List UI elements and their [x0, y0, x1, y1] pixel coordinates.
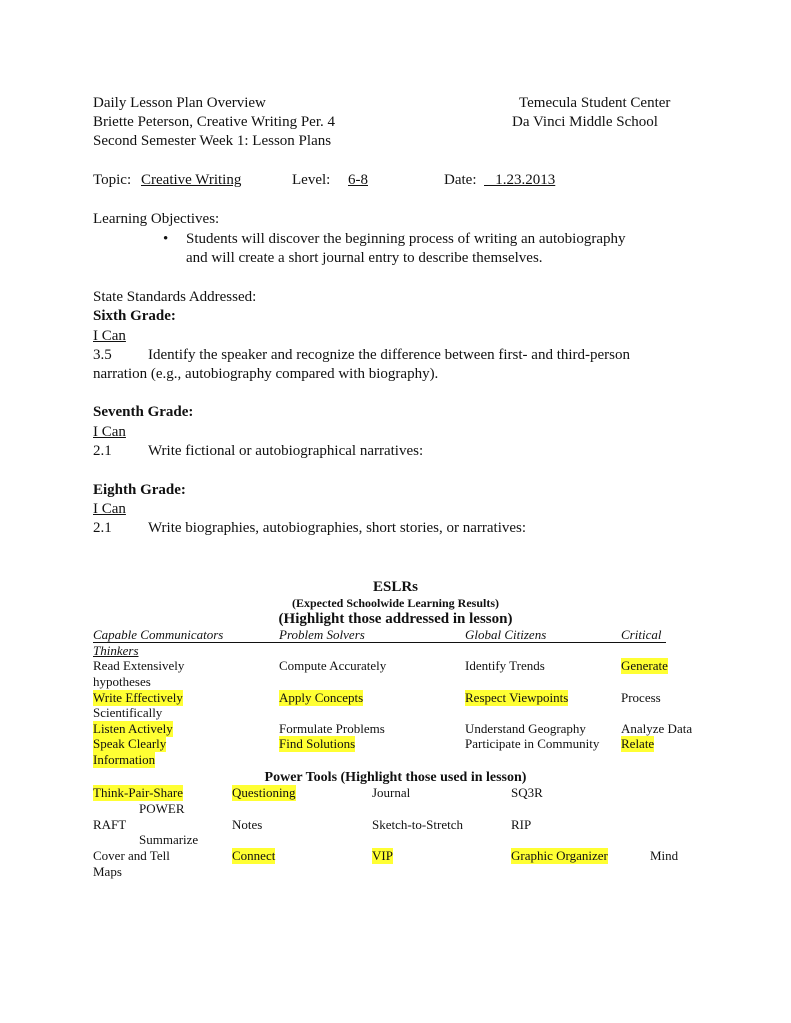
- eslr-understand-geography: Understand Geography: [465, 721, 586, 736]
- eighth-standard-text: Write biographies, autobiographies, short stories, or narratives:: [148, 520, 527, 536]
- school-name: Da Vinci Middle School: [512, 114, 658, 130]
- tool-graphic-organizer: Graphic Organizer: [511, 848, 608, 863]
- eslr-relate-wrap: Information: [93, 752, 156, 767]
- tool-mind: Mind: [650, 848, 679, 863]
- col-problem-solvers: Problem Solvers: [279, 627, 365, 642]
- topic-value: Creative Writing: [141, 172, 242, 188]
- sixth-standard-text: Identify the speaker and recognize the difference between first- and third-person: [148, 347, 631, 363]
- eslr-identify-trends: Identify Trends: [465, 658, 545, 673]
- eighth-grade-heading: Eighth Grade:: [93, 482, 186, 498]
- eslrs-subtitle: (Expected Schoolwide Learning Results): [292, 596, 499, 610]
- bullet-icon: •: [163, 231, 169, 247]
- col-capable-communicators: Capable Communicators: [93, 627, 224, 642]
- col-critical-wrap: Thinkers: [93, 643, 139, 658]
- sixth-ican: I Can: [93, 328, 126, 344]
- level-label: Level:: [292, 172, 331, 188]
- eslr-write-effectively: Write Effectively: [93, 690, 183, 705]
- eighth-ican: I Can: [93, 501, 126, 517]
- doc-title: Daily Lesson Plan Overview: [93, 95, 266, 111]
- teacher-line: Briette Peterson, Creative Writing Per. 4: [93, 114, 335, 130]
- eslr-generate-wrap: hypotheses: [93, 674, 151, 689]
- tool-notes: Notes: [232, 817, 263, 832]
- eslr-respect-viewpoints: Respect Viewpoints: [465, 690, 569, 705]
- tool-sketch-to-stretch: Sketch-to-Stretch: [372, 817, 463, 832]
- eslr-find-solutions: Find Solutions: [279, 736, 356, 751]
- objective-line-2: and will create a short journal entry to describe themselves.: [186, 250, 543, 266]
- standards-heading: State Standards Addressed:: [93, 289, 257, 305]
- eslrs-title: ESLRs: [372, 579, 419, 595]
- tool-connect: Connect: [232, 848, 276, 863]
- seventh-standard-num: 2.1: [93, 443, 112, 459]
- date-label: Date:: [444, 172, 477, 188]
- col-critical: Critical: [621, 627, 662, 642]
- eslr-formulate-problems: Formulate Problems: [279, 721, 385, 736]
- date-value: 1.23.2013: [484, 172, 556, 188]
- eslr-participate-community: Participate in Community: [465, 736, 600, 751]
- eslr-analyze-data: Analyze Data: [621, 721, 693, 736]
- sixth-standard-num: 3.5: [93, 347, 112, 363]
- eslr-process-wrap: Scientifically: [93, 705, 163, 720]
- eslrs-instruction: (Highlight those addressed in lesson): [278, 611, 513, 627]
- tool-think-pair-share: Think-Pair-Share: [93, 785, 183, 800]
- school-center: Temecula Student Center: [519, 95, 671, 111]
- eslr-read-extensively: Read Extensively: [93, 658, 185, 673]
- objectives-heading: Learning Objectives:: [93, 211, 220, 227]
- eslr-process: Process: [621, 690, 661, 705]
- tool-rip: RIP: [511, 817, 532, 832]
- tool-maps: Maps: [93, 864, 122, 879]
- tool-sq3r: SQ3R: [511, 785, 543, 800]
- eslr-listen-actively: Listen Actively: [93, 721, 173, 736]
- level-value: 6-8: [348, 172, 368, 188]
- topic-label: Topic:: [93, 172, 132, 188]
- eighth-standard-num: 2.1: [93, 520, 112, 536]
- tool-raft: RAFT: [93, 817, 127, 832]
- tool-cover-and-tell: Cover and Tell: [93, 848, 170, 863]
- seventh-ican: I Can: [93, 424, 126, 440]
- tool-summarize: Summarize: [139, 832, 199, 847]
- objective-line-1: Students will discover the beginning process of writing an autobiography: [186, 231, 626, 247]
- eslr-compute-accurately: Compute Accurately: [279, 658, 387, 673]
- semester-line: Second Semester Week 1: Lesson Plans: [93, 133, 332, 149]
- tool-journal: Journal: [372, 785, 411, 800]
- seventh-grade-heading: Seventh Grade:: [93, 404, 194, 420]
- eslr-apply-concepts: Apply Concepts: [279, 690, 364, 705]
- eslr-speak-clearly: Speak Clearly: [93, 736, 167, 751]
- eslr-generate: Generate: [621, 658, 668, 673]
- eslr-relate: Relate: [621, 736, 655, 751]
- tool-power: POWER: [139, 801, 185, 816]
- tool-questioning: Questioning: [232, 785, 296, 800]
- sixth-standard-text-cont: narration (e.g., autobiography compared with biography).: [93, 366, 439, 382]
- tool-vip: VIP: [372, 848, 393, 863]
- power-tools-title: Power Tools (Highlight those used in lesson): [264, 770, 527, 785]
- seventh-standard-text: Write fictional or autobiographical narratives:: [148, 443, 424, 459]
- col-global-citizens: Global Citizens: [465, 627, 547, 642]
- sixth-grade-heading: Sixth Grade:: [93, 308, 176, 324]
